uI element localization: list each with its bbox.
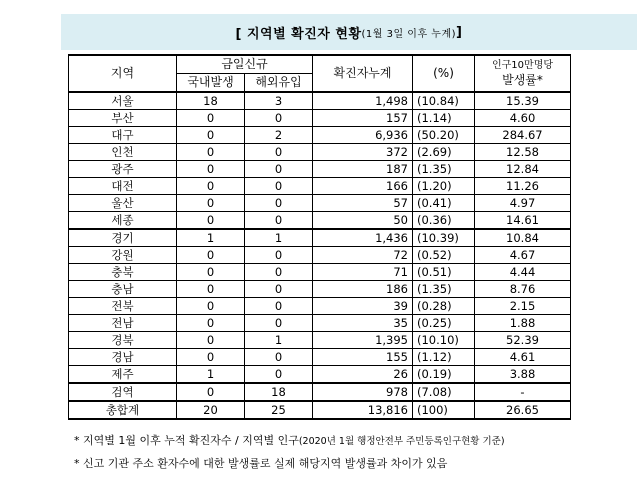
cell-region: 충북	[69, 264, 177, 281]
cell-cumulative: 35	[313, 315, 413, 332]
table-title	[61, 14, 637, 50]
cell-overseas: 0	[245, 349, 313, 366]
cell-cumulative: 26	[313, 366, 413, 384]
cell-domestic: 1	[177, 229, 245, 247]
cell-overseas: 0	[245, 298, 313, 315]
cell-rate: 4.97	[475, 195, 571, 212]
cell-rate: 1.88	[475, 315, 571, 332]
cell-cumulative: 72	[313, 247, 413, 264]
cell-region: 강원	[69, 247, 177, 264]
cell-percent: (10.10)	[413, 332, 475, 349]
cell-rate: 12.58	[475, 144, 571, 161]
cell-region: 경기	[69, 229, 177, 247]
cell-cumulative: 71	[313, 264, 413, 281]
cell-rate: -	[475, 383, 571, 401]
cell-domestic: 0	[177, 264, 245, 281]
cell-domestic: 0	[177, 127, 245, 144]
table-row	[69, 144, 571, 161]
header-today-new: 금일신규	[177, 55, 313, 74]
cell-domestic: 0	[177, 178, 245, 195]
cell-cumulative: 186	[313, 281, 413, 298]
cell-percent: (0.19)	[413, 366, 475, 384]
cell-region: 광주	[69, 161, 177, 178]
cell-region: 부산	[69, 110, 177, 127]
cell-overseas: 0	[245, 110, 313, 127]
cell-rate: 4.61	[475, 349, 571, 366]
cell-cumulative: 166	[313, 178, 413, 195]
cell-percent: (2.69)	[413, 144, 475, 161]
table-row	[69, 127, 571, 144]
cell-rate: 284.67	[475, 127, 571, 144]
header-region: 지역	[69, 55, 177, 92]
cell-region: 전북	[69, 298, 177, 315]
cell-region: 경남	[69, 349, 177, 366]
table-row	[69, 178, 571, 195]
cell-rate: 3.88	[475, 366, 571, 384]
cell-overseas: 3	[245, 92, 313, 110]
cell-domestic: 0	[177, 383, 245, 401]
table-row	[69, 212, 571, 230]
cell-cumulative: 157	[313, 110, 413, 127]
cell-percent: (10.39)	[413, 229, 475, 247]
cell-percent: (10.84)	[413, 92, 475, 110]
table-row	[69, 401, 571, 419]
cell-domestic: 0	[177, 144, 245, 161]
cell-overseas: 0	[245, 144, 313, 161]
footnote-1-main: * 지역별 1월 이후 누적 확진자수 / 지역별 인구	[74, 434, 299, 447]
cell-domestic: 0	[177, 281, 245, 298]
cell-percent: (0.52)	[413, 247, 475, 264]
cell-overseas: 0	[245, 247, 313, 264]
table-row	[69, 110, 571, 127]
cell-cumulative: 187	[313, 161, 413, 178]
footnote-1	[74, 430, 505, 453]
cell-domestic: 20	[177, 401, 245, 419]
cell-overseas: 0	[245, 161, 313, 178]
cell-rate: 11.26	[475, 178, 571, 195]
cell-region: 세종	[69, 212, 177, 230]
cell-cumulative: 155	[313, 349, 413, 366]
cases-table	[68, 54, 571, 420]
table-row	[69, 229, 571, 247]
cell-rate: 2.15	[475, 298, 571, 315]
cell-region: 검역	[69, 383, 177, 401]
cell-percent: (100)	[413, 401, 475, 419]
cell-rate: 8.76	[475, 281, 571, 298]
title-end: ]	[456, 24, 463, 40]
cell-percent: (1.35)	[413, 281, 475, 298]
table-row	[69, 281, 571, 298]
table-row	[69, 298, 571, 315]
footnote-1-small: (2020년 1월 행정안전부 주민등록인구현황 기준)	[298, 436, 505, 447]
cell-cumulative: 1,436	[313, 229, 413, 247]
header-rate-line1: 인구10만명당	[491, 60, 554, 71]
cell-region: 충남	[69, 281, 177, 298]
cell-rate: 52.39	[475, 332, 571, 349]
header-rate-line2: 발생률*	[502, 73, 543, 87]
cell-cumulative: 1,498	[313, 92, 413, 110]
header-overseas: 해외유입	[245, 74, 313, 93]
cell-percent: (0.41)	[413, 195, 475, 212]
cell-overseas: 1	[245, 332, 313, 349]
cell-rate: 12.84	[475, 161, 571, 178]
table-row	[69, 349, 571, 366]
cell-rate: 4.60	[475, 110, 571, 127]
cell-percent: (1.35)	[413, 161, 475, 178]
cell-percent: (0.51)	[413, 264, 475, 281]
cell-region: 경북	[69, 332, 177, 349]
cell-percent: (1.12)	[413, 349, 475, 366]
cell-cumulative: 6,936	[313, 127, 413, 144]
table-row	[69, 247, 571, 264]
cell-domestic: 18	[177, 92, 245, 110]
cell-overseas: 0	[245, 178, 313, 195]
cell-overseas: 0	[245, 281, 313, 298]
cell-region: 전남	[69, 315, 177, 332]
cell-domestic: 0	[177, 195, 245, 212]
table-row	[69, 366, 571, 384]
cell-rate: 10.84	[475, 229, 571, 247]
cell-percent: (1.14)	[413, 110, 475, 127]
cell-cumulative: 13,816	[313, 401, 413, 419]
cell-region: 대구	[69, 127, 177, 144]
cell-overseas: 0	[245, 315, 313, 332]
cell-overseas: 18	[245, 383, 313, 401]
table-row	[69, 315, 571, 332]
footnote-2: * 신고 기관 주소 환자수에 대한 발생률로 실제 해당지역 발생률과 차이가 있음	[74, 457, 448, 470]
title-sub: (1월 3일 이후 누계)	[361, 28, 457, 40]
header-domestic: 국내발생	[177, 74, 245, 93]
title-main: [ 지역별 확진자 현황	[235, 26, 362, 42]
cell-overseas: 2	[245, 127, 313, 144]
cell-region: 인천	[69, 144, 177, 161]
header-cumulative: 확진자누계	[313, 55, 413, 92]
cell-domestic: 0	[177, 212, 245, 230]
footnotes	[74, 430, 505, 475]
cell-cumulative: 978	[313, 383, 413, 401]
table-body	[69, 92, 571, 419]
cell-cumulative: 1,395	[313, 332, 413, 349]
cell-region: 서울	[69, 92, 177, 110]
cell-cumulative: 372	[313, 144, 413, 161]
cell-cumulative: 39	[313, 298, 413, 315]
cell-region: 제주	[69, 366, 177, 384]
cell-rate: 26.65	[475, 401, 571, 419]
cell-overseas: 1	[245, 229, 313, 247]
cell-overseas: 0	[245, 212, 313, 230]
cell-domestic: 0	[177, 315, 245, 332]
cell-domestic: 0	[177, 332, 245, 349]
table-row	[69, 383, 571, 401]
cell-region: 울산	[69, 195, 177, 212]
cell-overseas: 0	[245, 366, 313, 384]
header-percent: (%)	[413, 55, 475, 92]
cell-rate: 15.39	[475, 92, 571, 110]
cell-region: 총합계	[69, 401, 177, 419]
cell-domestic: 0	[177, 298, 245, 315]
cell-percent: (1.20)	[413, 178, 475, 195]
cell-domestic: 1	[177, 366, 245, 384]
cell-percent: (0.25)	[413, 315, 475, 332]
cell-percent: (50.20)	[413, 127, 475, 144]
cell-cumulative: 50	[313, 212, 413, 230]
cell-domestic: 0	[177, 161, 245, 178]
table-row	[69, 92, 571, 110]
cell-rate: 4.67	[475, 247, 571, 264]
cell-rate: 4.44	[475, 264, 571, 281]
cell-percent: (0.36)	[413, 212, 475, 230]
table-row	[69, 161, 571, 178]
cell-domestic: 0	[177, 349, 245, 366]
cell-region: 대전	[69, 178, 177, 195]
cell-rate: 14.61	[475, 212, 571, 230]
cell-percent: (0.28)	[413, 298, 475, 315]
cell-percent: (7.08)	[413, 383, 475, 401]
table-row	[69, 264, 571, 281]
cell-cumulative: 57	[313, 195, 413, 212]
cell-overseas: 0	[245, 264, 313, 281]
header-rate	[475, 55, 571, 92]
cell-overseas: 25	[245, 401, 313, 419]
table-row	[69, 332, 571, 349]
cell-domestic: 0	[177, 247, 245, 264]
table-row	[69, 195, 571, 212]
cell-domestic: 0	[177, 110, 245, 127]
cell-overseas: 0	[245, 195, 313, 212]
